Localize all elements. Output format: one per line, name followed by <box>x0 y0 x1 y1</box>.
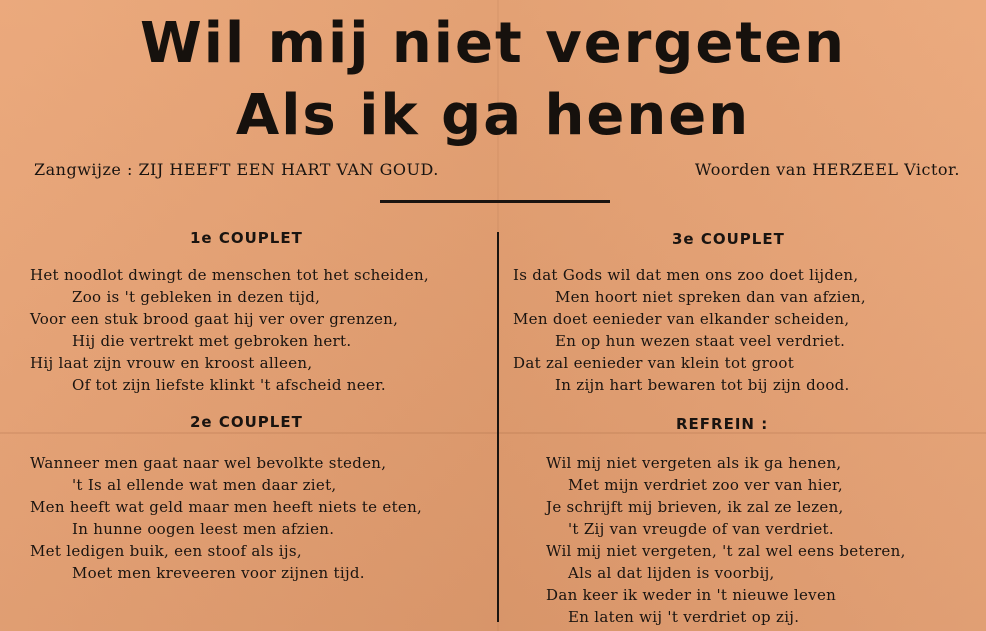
refrain-verse <box>546 452 906 628</box>
verse-line: Voor een stuk brood gaat hij ver over grenzen, <box>30 310 399 328</box>
melody-credit: Zangwijze : ZIJ HEEFT EEN HART VAN GOUD. <box>34 160 439 179</box>
verse-line: Dat zal eenieder van klein tot groot <box>513 354 795 372</box>
verse-line: Met ledigen buik, een stoof als ijs, <box>30 542 302 560</box>
couplet-1-heading: 1e COUPLET <box>190 229 303 247</box>
verse-line: Met mijn verdriet zoo ver van hier, <box>568 476 843 494</box>
verse-line: Wil mij niet vergeten, 't zal wel eens beteren, <box>546 542 906 560</box>
couplet-3-heading: 3e COUPLET <box>672 230 785 248</box>
song-title-line-1: Wil mij niet vergeten <box>140 11 846 76</box>
verse-line: Hij die vertrekt met gebroken hert. <box>72 332 352 350</box>
verse-line: Men heeft wat geld maar men heeft niets te eten, <box>30 498 423 516</box>
verse-line: 't Zij van vreugde of van verdriet. <box>568 520 834 538</box>
title-divider <box>380 200 610 203</box>
verse-line: Wil mij niet vergeten als ik ga henen, <box>546 454 842 472</box>
verse-line: 't Is al ellende wat men daar ziet, <box>72 476 337 494</box>
column-divider <box>497 232 499 622</box>
couplet-1-verse <box>30 264 429 396</box>
verse-line: Zoo is 't gebleken in dezen tijd, <box>72 288 321 306</box>
author-credit: Woorden van HERZEEL Victor. <box>694 160 960 179</box>
verse-line: Hij laat zijn vrouw en kroost alleen, <box>30 354 313 372</box>
refrain-heading: REFREIN : <box>676 415 769 433</box>
verse-line: In zijn hart bewaren tot bij zijn dood. <box>555 376 850 394</box>
verse-line: In hunne oogen leest men afzien. <box>72 520 335 538</box>
verse-line: Als al dat lijden is voorbij, <box>568 564 775 582</box>
couplet-3-verse <box>513 264 866 396</box>
verse-line: Men hoort niet spreken dan van afzien, <box>555 288 866 306</box>
verse-line: Je schrijft mij brieven, ik zal ze lezen, <box>546 498 844 516</box>
verse-line: Het noodlot dwingt de menschen tot het scheiden, <box>30 266 430 284</box>
verse-line: En op hun wezen staat veel verdriet. <box>555 332 846 350</box>
song-title-line-2: Als ik ga henen <box>235 83 751 148</box>
verse-line: Moet men kreveeren voor zijnen tijd. <box>72 564 365 582</box>
verse-line: Of tot zijn liefste klinkt 't afscheid neer. <box>72 376 386 394</box>
verse-line: Dan keer ik weder in 't nieuwe leven <box>546 586 837 604</box>
paper-fold-horizontal <box>0 432 986 434</box>
verse-line: En laten wij 't verdriet op zij. <box>568 608 800 626</box>
couplet-2-heading: 2e COUPLET <box>190 413 303 431</box>
couplet-2-verse <box>30 452 422 584</box>
verse-line: Men doet eenieder van elkander scheiden, <box>513 310 850 328</box>
verse-line: Wanneer men gaat naar wel bevolkte steden, <box>30 454 387 472</box>
verse-line: Is dat Gods wil dat men ons zoo doet lijden, <box>513 266 859 284</box>
